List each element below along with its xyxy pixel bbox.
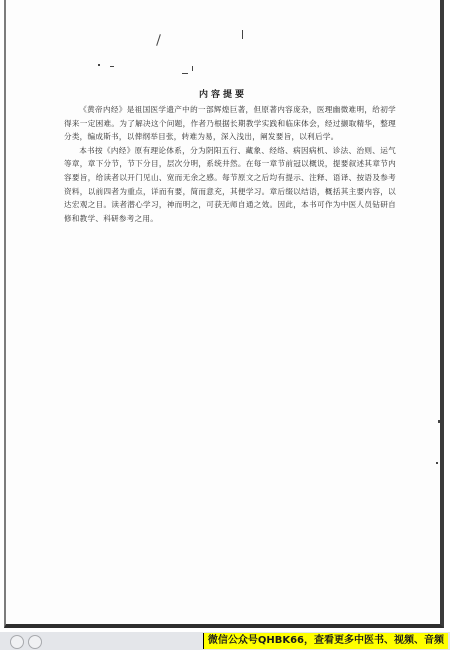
paragraph: 本书按《内经》原有理论体系，分为阴阳五行、藏象、经络、病因病机、诊法、治则、运气等章，章下分节，节下分目，层次分明，系统井然。在每一章节前冠以概说，提要叙述其章节内容要旨，给读者以开门见山、宽而无余之感。每节原文之后均有提示、注释、语译、按语及参考资料，以前四者为重点，详而有要，简而意充，其便学习。章后缀以结语，概括其主要内容，以达宏观之目。读者潜心学习，神而明之，可获无师自通之效。因此，本书可作为中医人员钻研自修和教学、科研参考之用。 [64, 145, 396, 223]
scanned-page [4, 0, 444, 628]
scan-speck [156, 34, 161, 46]
scan-speck [436, 462, 438, 464]
scan-speck [182, 73, 188, 74]
watermark-banner: 微信公众号QHBK66，查看更多中医书、视频、音频 [203, 633, 448, 649]
scan-speck [98, 64, 100, 66]
document-body [64, 103, 396, 225]
paragraph: 《黄帝内经》是祖国医学遗产中的一部辉煌巨著，但原著内容庞杂，医理幽微难明，给初学得来一定困难。为了解决这个问题，作者乃根据长期教学实践和临床体会，经过撷取精华，整理分类，编成斯书，以俾纲举目张，转难为易，深入浅出，阐发要旨，以利后学。 [64, 105, 396, 142]
scan-speck [438, 420, 440, 423]
scan-speck [110, 66, 114, 67]
scroll-left-button[interactable] [10, 635, 24, 649]
scroll-right-button[interactable] [28, 635, 42, 649]
scan-speck [242, 30, 243, 39]
document-title: 内容提要 [198, 90, 247, 100]
scan-speck [192, 66, 193, 71]
